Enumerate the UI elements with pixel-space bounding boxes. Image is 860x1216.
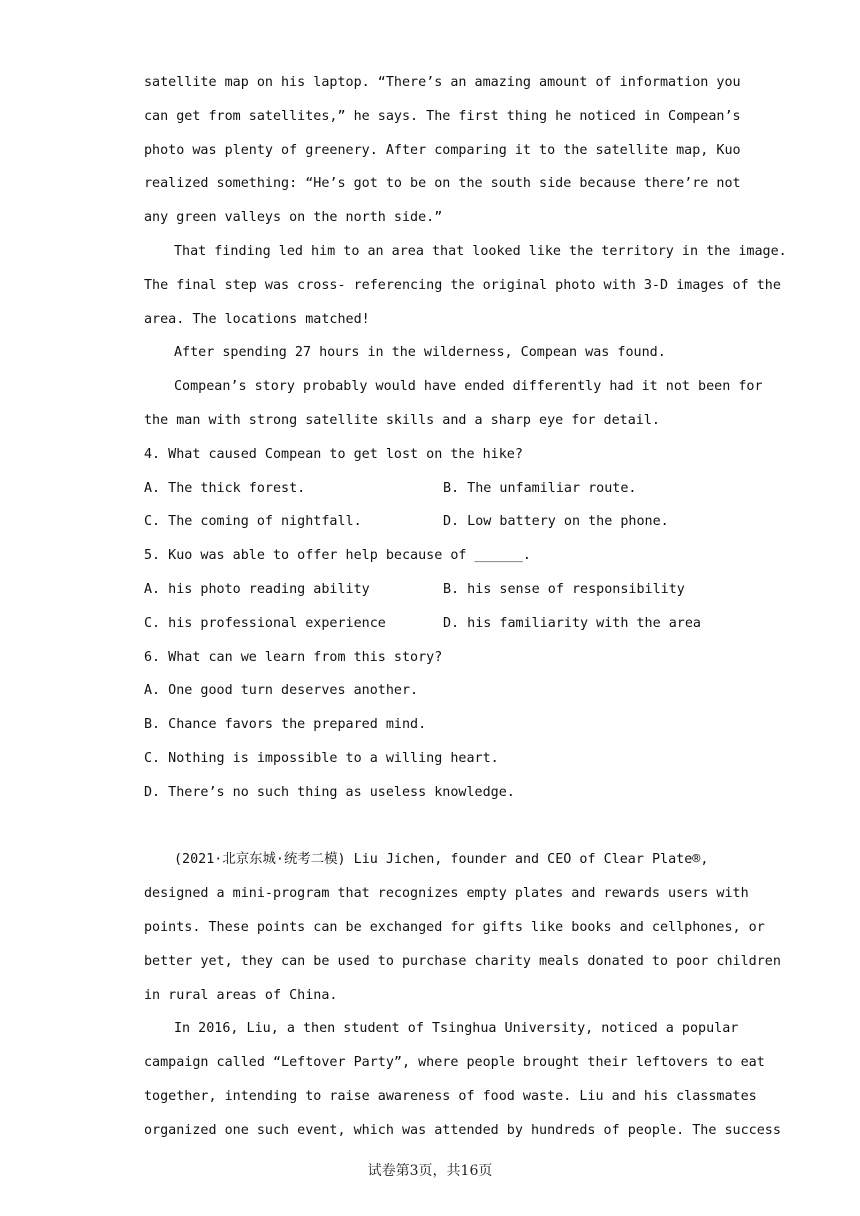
passage-line: organized one such event, which was attended by hundreds of people. The success [144, 1122, 781, 1138]
options-row [144, 505, 718, 539]
options-row [144, 472, 718, 506]
passage-line: in rural areas of China. [144, 987, 338, 1003]
option-b: B. The unfamiliar route. [443, 480, 637, 496]
option-d: D. There’s no such thing as useless knowledge. [144, 784, 515, 800]
options-row [144, 607, 718, 641]
question-5 [144, 539, 718, 640]
page-footer: 试卷第3页，共16页 [367, 1163, 493, 1179]
section-gap [144, 810, 718, 844]
passage-line: designed a mini-program that recognizes empty plates and rewards users with [144, 886, 749, 902]
passage-line: (2021·北京东城·统考二模) Liu Jichen, founder and CEO of Clear Plate®, [174, 852, 709, 868]
question-stem: 6. What can we learn from this story? [144, 649, 443, 665]
passage-line: campaign called “Leftover Party”, where people brought their leftovers to eat [144, 1055, 765, 1071]
option-b: B. his sense of responsibility [443, 581, 685, 597]
passage-1 [144, 66, 787, 438]
passage-line: the man with strong satellite skills and a sharp eye for detail. [144, 412, 660, 428]
passage-line: any green valleys on the north side.” [144, 210, 443, 226]
passage-line: In 2016, Liu, a then student of Tsinghua University, noticed a popular [174, 1021, 739, 1037]
question-stem: 4. What caused Compean to get lost on the hike? [144, 446, 523, 462]
passage-line: photo was plenty of greenery. After comparing it to the satellite map, Kuo [144, 142, 741, 158]
question-4 [144, 438, 718, 539]
options-row [144, 573, 718, 607]
option-a: A. One good turn deserves another. [144, 683, 419, 699]
passage-2 [144, 843, 781, 1147]
option-d: D. his familiarity with the area [443, 615, 701, 631]
passage-line: better yet, they can be used to purchase charity meals donated to poor children [144, 953, 781, 969]
passage-line: satellite map on his laptop. “There’s an amazing amount of information you [144, 75, 741, 90]
passage-line: together, intending to raise awareness of food waste. Liu and his classmates [144, 1088, 757, 1104]
passage-line: points. These points can be exchanged for gifts like books and cellphones, or [144, 919, 765, 935]
passage-line: area. The locations matched! [144, 311, 370, 327]
option-c: C. his professional experience [144, 615, 386, 631]
option-a: A. The thick forest. [144, 480, 306, 496]
option-b: B. Chance favors the prepared mind. [144, 717, 427, 733]
passage-line: realized something: “He’s got to be on the south side because there’re not [144, 176, 741, 192]
option-a: A. his photo reading ability [144, 581, 370, 597]
question-stem: 5. Kuo was able to offer help because of ______. [144, 548, 531, 564]
option-d: D. Low battery on the phone. [443, 514, 669, 530]
passage-line: Compean’s story probably would have ended differently had it not been for [174, 379, 763, 395]
exam-page [144, 66, 787, 1148]
passage-line: can get from satellites,” he says. The first thing he noticed in Compean’s [144, 108, 741, 124]
question-6 [144, 641, 718, 810]
option-c: C. The coming of nightfall. [144, 514, 362, 530]
passage-line: That finding led him to an area that looked like the territory in the image. [174, 243, 787, 259]
option-c: C. Nothing is impossible to a willing heart. [144, 750, 499, 766]
passage-line: The final step was cross- referencing the original photo with 3-D images of the [144, 277, 781, 293]
passage-line: After spending 27 hours in the wilderness, Compean was found. [174, 345, 666, 361]
